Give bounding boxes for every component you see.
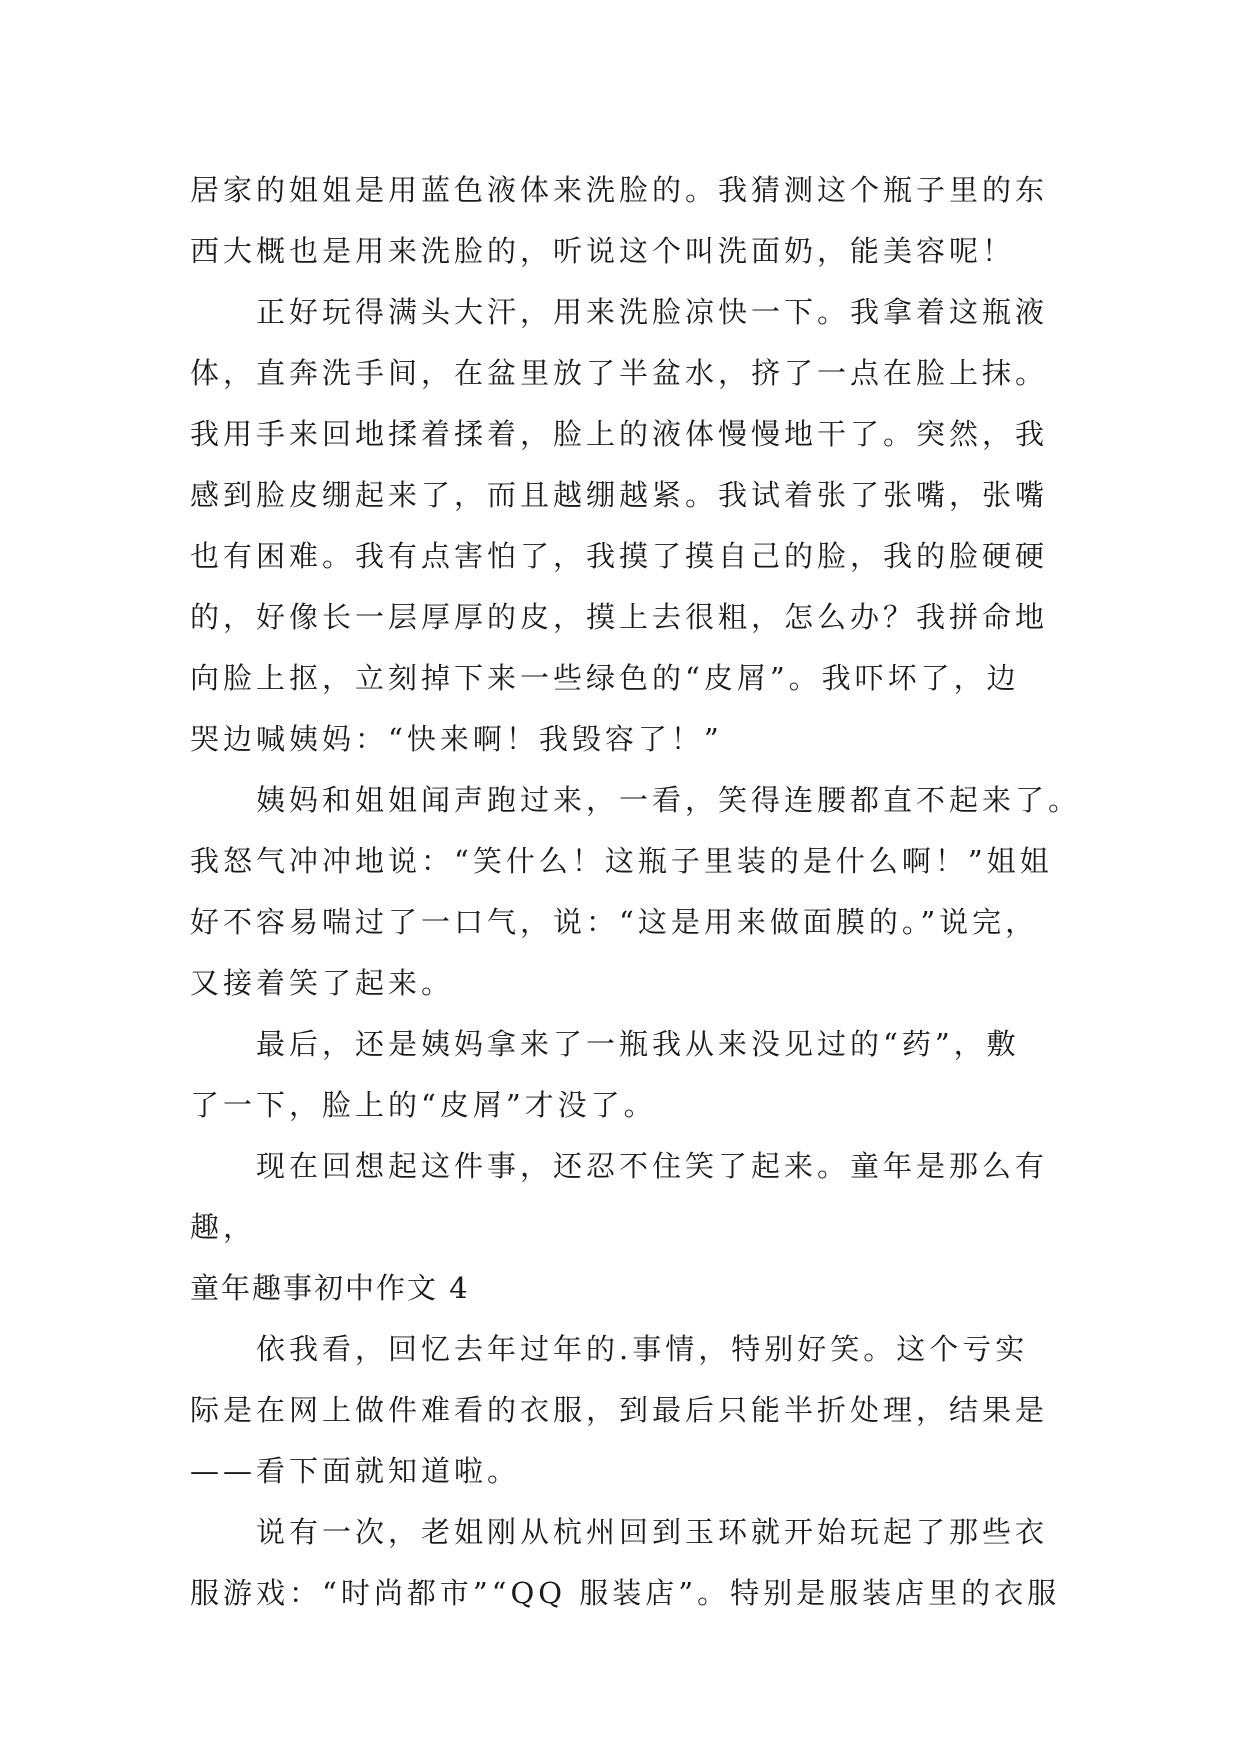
paragraph-start-line: 姨妈和姐姐闻声跑过来，一看，笑得连腰都直不起来了。: [256, 783, 1082, 817]
text-line: 也有困难。我有点害怕了，我摸了摸自己的脸，我的脸硬硬: [190, 539, 1049, 573]
text-line: 了一下，脸上的“皮屑”才没了。: [190, 1088, 657, 1122]
paragraph-start-line: 正好玩得满头大汗，用来洗脸凉快一下。我拿着这瓶液: [256, 295, 1049, 329]
paragraph-start-line: 依我看，回忆去年过年的.事情，特别好笑。这个亏实: [256, 1332, 1029, 1366]
text-line: 体，直奔洗手间，在盆里放了半盆水，挤了一点在脸上抹。: [190, 356, 1049, 390]
paragraph-start-line: 说有一次，老姐刚从杭州回到玉环就开始玩起了那些衣: [256, 1515, 1049, 1549]
text-line: 服游戏：“时尚都市”“QQ 服装店”。特别是服装店里的衣服: [190, 1576, 1061, 1610]
paragraph-start-line: 现在回想起这件事，还忍不住笑了起来。童年是那么有: [256, 1149, 1049, 1183]
paragraph-start-line: 最后，还是姨妈拿来了一瓶我从来没见过的“药”，敷: [256, 1027, 1020, 1061]
document-body: [190, 160, 1082, 1624]
text-line: 好不容易喘过了一口气，说：“这是用来做面膜的。”说完，: [190, 905, 1039, 939]
section-heading: 童年趣事初中作文 4: [190, 1271, 470, 1305]
text-line: 际是在网上做件难看的衣服，到最后只能半折处理，结果是: [190, 1393, 1049, 1427]
text-line: 西大概也是用来洗脸的，听说这个叫洗面奶，能美容呢！: [190, 234, 1016, 268]
text-line: 又接着笑了起来。: [190, 966, 455, 1000]
text-line: 我用手来回地揉着揉着，脸上的液体慢慢地干了。突然，我: [190, 417, 1049, 451]
text-line: 向脸上抠，立刻掉下来一些绿色的“皮屑”。我吓坏了，边: [190, 661, 1020, 695]
text-line: 趣，: [190, 1210, 257, 1244]
text-line: 居家的姐姐是用蓝色液体来洗脸的。我猜测这个瓶子里的东: [190, 173, 1049, 207]
text-line: 感到脸皮绷起来了，而且越绷越紧。我试着张了张嘴，张嘴: [190, 478, 1049, 512]
text-line: 哭边喊姨妈：“快来啊！我毁容了！”: [190, 722, 723, 756]
text-line: 的，好像长一层厚厚的皮，摸上去很粗，怎么办？我拼命地: [190, 600, 1049, 634]
text-line: 我怒气冲冲地说：“笑什么！这瓶子里装的是什么啊！”姐姐: [190, 844, 1053, 878]
text-line: ——看下面就知道啦。: [190, 1454, 521, 1488]
